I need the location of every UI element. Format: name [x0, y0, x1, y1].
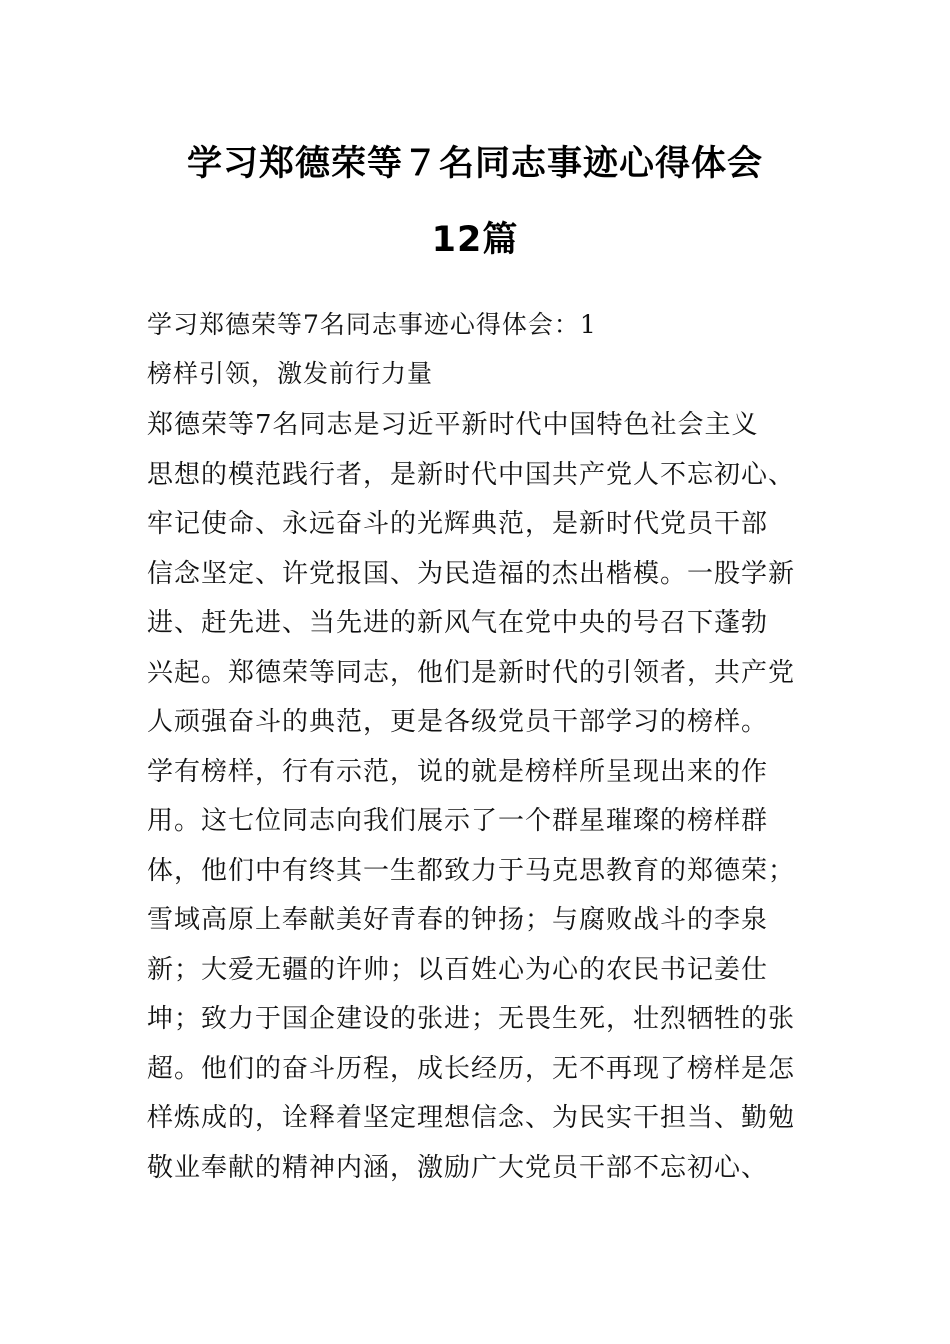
document-title-line-1: 学习郑德荣等７名同志事迹心得体会 [186, 144, 763, 184]
body-line: 体，他们中有终其一生都致力于马克思教育的郑德荣； [147, 855, 796, 886]
body-text [147, 405, 847, 1197]
document-title-line-2: 12篇 [431, 220, 519, 260]
body-line: 人顽强奋斗的典范，更是各级党员干部学习的榜样。 [147, 707, 769, 737]
article-title: 榜样引领，激发前行力量 [147, 359, 434, 388]
body-line: 新；大爱无疆的许帅；以百姓心为心的农民书记姜仕 [147, 954, 769, 985]
body-line: 超。他们的奋斗历程，成长经历，无不再现了榜样是怎 [147, 1053, 796, 1084]
body-line: 坤；致力于国企建设的张进；无畏生死，壮烈牺牲的张 [147, 1004, 796, 1034]
body-line: 样炼成的，诠释着坚定理想信念、为民实干担当、勤勉 [147, 1103, 796, 1133]
body-line: 敬业奉献的精神内涵，激励广大党员干部不忘初心、 [147, 1152, 769, 1183]
section-heading: 学习郑德荣等7名同志事迹心得体会：1 [147, 310, 597, 339]
body-line: 思想的模范践行者，是新时代中国共产党人不忘初心、 [147, 459, 796, 490]
body-line: 雪域高原上奉献美好青春的钟扬；与腐败战斗的李泉 [147, 905, 769, 935]
body-line: 兴起。郑德荣等同志，他们是新时代的引领者，共产党 [147, 657, 796, 688]
body-line: 郑德荣等7名同志是习近平新时代中国特色社会主义 [147, 410, 759, 440]
body-line: 用。这七位同志向我们展示了一个群星璀璨的榜样群 [147, 806, 769, 836]
body-line: 进、赶先进、当先进的新风气在党中央的号召下蓬勃 [147, 608, 769, 638]
body-line: 学有榜样，行有示范，说的就是榜样所呈现出来的作 [147, 756, 769, 787]
body-line: 牢记使命、永远奋斗的光辉典范，是新时代党员干部 [147, 509, 769, 539]
body-line: 信念坚定、许党报国、为民造福的杰出楷模。一股学新 [147, 558, 796, 589]
